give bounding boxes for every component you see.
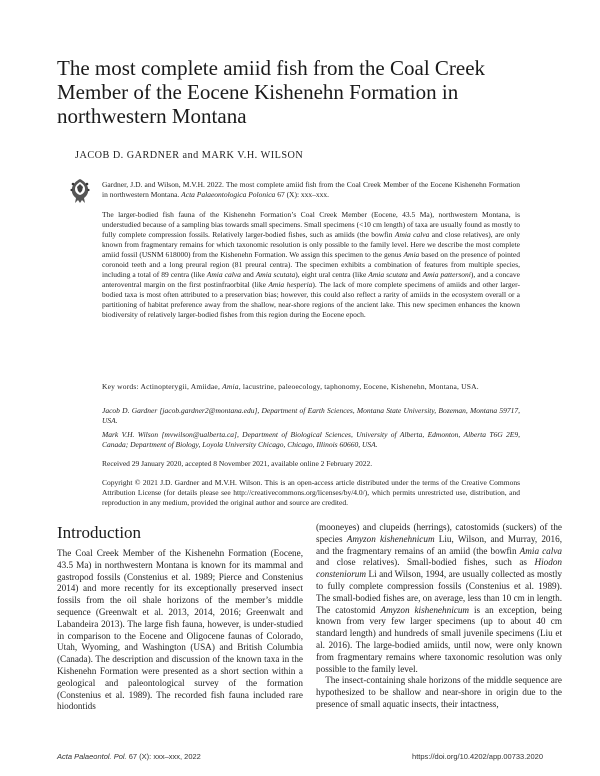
palaeontology-seal-icon [69,178,91,204]
intro-column-right: (mooneyes) and clupeids (herrings), catostomids (suckers) of the species Amyzon kishenehnicum Liu, Wilson, and Murray, 2016, and the fragmentary remains of an amiid (the bowfin Amia calva and close relatives). Small-bodied fishes, such as Hiodon consteniorum Li and Wilson, 1994, are usually collected as mostly to fully complete compression fossils (Constenius et al. 1989). The small-bodied fishes are, on average, less than 10 cm in length. The catostomid Amyzon kishenehnicum is an exception, being known from very few larger specimens (up to about 40 cm standard length) and hundreds of small juvenile specimens (Liu et al. 2016). The large-bodied amiids, until now, were only known from fragmentary remains where taxonomic resolution was only possible to the family level. The insect-containing shale horizons of the middle sequence are hypothesized to be shallow and near-shore in origin due to the presence of small aquatic insects, their intactness, [316,522,562,709]
footer-journal: Acta Palaeontol. Pol. 67 (X): xxx–xxx, 2022 [57,752,201,761]
author-line: JACOB D. GARDNER and MARK V.H. WILSON [75,150,304,161]
copyright-notice: Copyright © 2021 J.D. Gardner and M.V.H. Wilson. This is an open-access article distributed under the terms of the Creative Commons Attribution License (for details please see http://creativecommons.org/licenses/by/4.0/), which permits unrestricted use, distribution, and reproduction in any medium, provided the original author and source are credited. [102,478,520,507]
affiliation-wilson: Mark V.H. Wilson [mvwilson@ualberta.ca], Department of Biological Sciences, University of Alberta, Edmonton, Alberta T6G 2E9, Canada; Department of Biology, Loyola University Chicago, Chicago, Illinois 60660, USA. [102,430,520,449]
citation: Gardner, J.D. and Wilson, M.V.H. 2022. The most complete amiid fish from the Coal Creek Member of the Eocene Kishenehn Formation in northwestern Montana. Acta Palaeontologica Polonica 67 (X): xxx–xxx. [102,180,520,199]
article-title: The most complete amiid fish from the Coal Creek Member of the Eocene Kishenehn Formation in northwestern Montana [57,56,486,128]
keywords: Key words: Actinopterygii, Amiidae, Amia, lacustrine, paleoecology, taphonomy, Eocene, Kishenehn, Montana, USA. [102,382,479,391]
abstract: The larger-bodied fish fauna of the Kishenehn Formation’s Coal Creek Member (Eocene, 43.5 Ma), northwestern Montana, is understudied because of a sampling bias towards small specimens. Small specimens (<10 cm length) of taxa are usually found as mostly to fully complete compression fossils. Relatively larger-bodied fishes, such as amiids (the bowfin Amia calva and close relatives), are only known from fragmentary remains for which taxonomic resolution is only possible to the family level. Here we describe the most complete amiid fossil (USNM 618000) from the Kishenehn Formation. We assign this specimen to the genus Amia based on the presence of pointed coronoid teeth and a long preural region (81 preural centra). The specimen exhibits a combination of features from multiple species, including a total of 89 centra (like Amia calva and Amia scutata), eight ural centra (like Amia scutata and Amia pattersoni), and a concave anteroventral margin on the first postinfraorbital (like Amia hesperia). The lack of more complete specimens of amiids and other larger-bodied taxa is most often attributed to a preservation bias; however, this could also reflect a rarity of amiids in the ecosystem overall or a partitioning of habitat preference away from the shallow, near-shore regions of the ancient lake. This new specimen enhances the known biodiversity of relatively larger-bodied fishes from this region during the Eocene epoch. [102,210,520,319]
intro-column-left: The Coal Creek Member of the Kishenehn Formation (Eocene, 43.5 Ma) in northwestern Montana is known for its mammal and gastropod fossils (Constenius et al. 1989; Pierce and Constenius 2014) and more recently for its exceptionally preserved insect fossils from the oil shale horizons of the member’s middle sequence (Greenwalt et al. 2013, 2014, 2016; Greenwalt and Labandeira 2013). The large fish fauna, however, is under-studied in comparison to the Eocene and Oligocene faunas of Colorado, Utah, Wyoming, and Washington (USA) and British Columbia (Canada). The description and discussion of the known taxa in the Kishenehn Formation were presented as a short section within a geological and paleontological survey of the formation (Constenius et al. 1989). The recorded fish fauna included rare hiodontids [57,548,303,712]
affiliation-gardner: Jacob D. Gardner [jacob.gardner2@montana.edu], Department of Earth Sciences, Montana State University, Bozeman, Montana 59717, USA. [102,406,520,425]
received-dates: Received 29 January 2020, accepted 8 November 2021, available online 2 February 2022. [102,459,373,468]
section-heading-introduction: Introduction [57,523,142,542]
footer-doi[interactable]: https://doi.org/10.4202/app.00733.2020 [412,752,543,761]
